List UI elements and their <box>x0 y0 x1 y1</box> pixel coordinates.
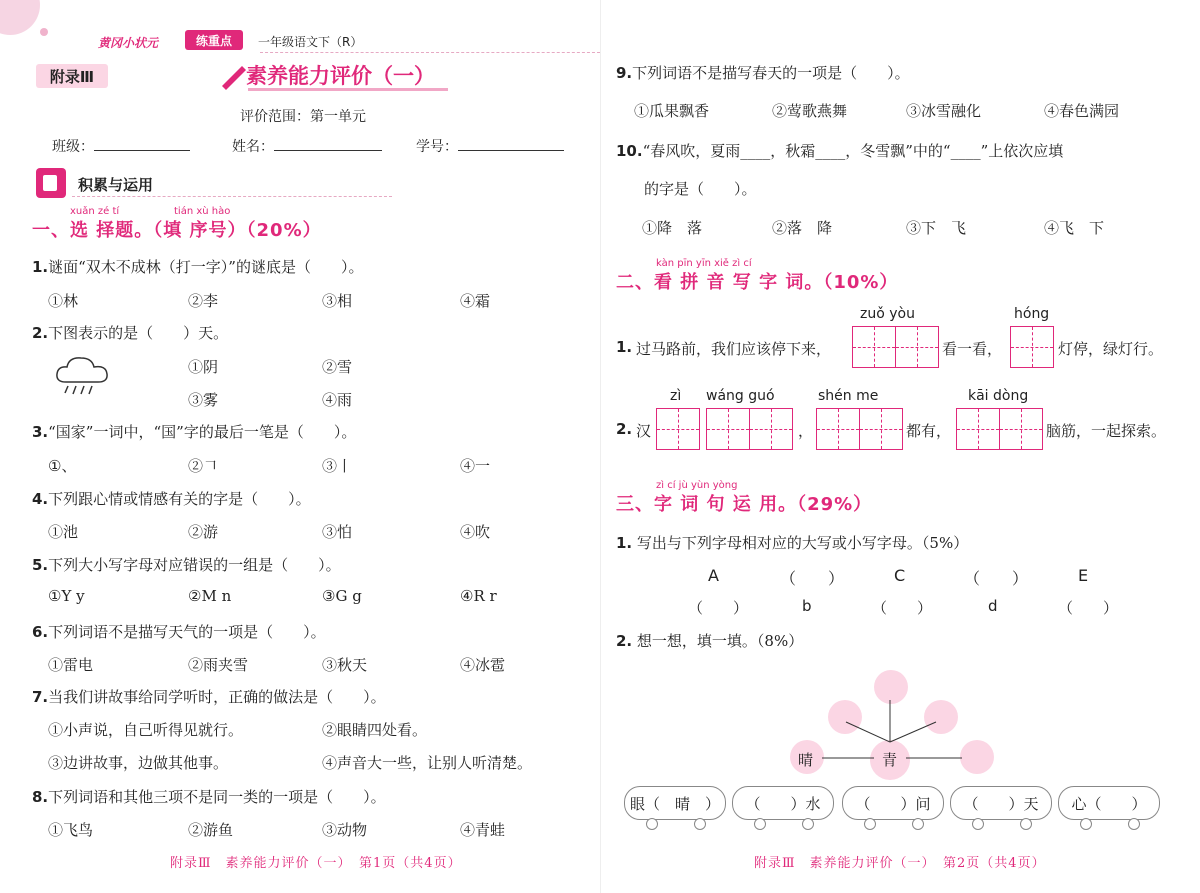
part2-q2-text-b: ， <box>798 422 814 440</box>
question-number: 3. <box>32 423 49 441</box>
letter-cell: A <box>708 566 719 585</box>
question-number: 10. <box>616 142 643 160</box>
part1-pinyin-1: xuǎn zé tí <box>70 206 120 217</box>
word-fill-pill[interactable]: （ ）天 <box>950 786 1052 820</box>
footer-left: 附录Ⅲ 素养能力评价（一） 第1页（共4页） <box>170 856 462 871</box>
appendix-badge: 附录Ⅲ <box>36 64 108 88</box>
option: ③怕 <box>322 523 353 541</box>
page-title: 素养能力评价（一） <box>246 64 435 88</box>
option: ④R r <box>460 587 497 605</box>
scope-text: 评价范围：第一单元 <box>240 109 366 125</box>
option: ④一 <box>460 457 491 475</box>
option: ③相 <box>322 292 353 310</box>
option: ③动物 <box>322 821 368 839</box>
question-number: 5. <box>32 556 49 574</box>
option: ③丨 <box>322 457 353 475</box>
q2-pinyin-wangguo: wáng guó <box>706 388 775 404</box>
pill-foot-decoration <box>864 818 876 830</box>
q2-pinyin-kaidong: kāi dòng <box>968 388 1029 404</box>
option: ①瓜果飘香 <box>634 102 710 120</box>
diagram-word-qing-sun: 晴 <box>798 751 814 769</box>
option: ④冰雹 <box>460 656 506 674</box>
part2-q1-text-c: 灯停，绿灯行。 <box>1058 340 1164 358</box>
option: ④雨 <box>322 391 353 409</box>
part2-title: 二、看 拼 音 写 字 词。（10%） <box>616 272 899 293</box>
brand-logo: 黄冈小状元 <box>98 36 159 50</box>
focus-badge: 练重点 <box>185 30 243 50</box>
word-fill-pill[interactable]: （ ）水 <box>732 786 834 820</box>
class-field[interactable]: 班级： <box>52 136 190 156</box>
letter-cell: （ ） <box>872 599 933 617</box>
letter-cell: （ ） <box>964 569 1029 588</box>
part3-title: 三、字 词 句 运 用。（29%） <box>616 494 873 515</box>
option: ①池 <box>48 523 79 541</box>
letter-cell: （ ） <box>688 599 749 617</box>
option: ①Y y <box>48 587 85 605</box>
part3-pinyin: zì cí jù yùn yòng <box>656 480 738 491</box>
part2-q2-text-a: 汉 <box>636 422 652 440</box>
q1-pinyin-hong: hóng <box>1014 306 1050 322</box>
option: ②眼睛四处看。 <box>322 721 428 739</box>
option: ②𠃍 <box>188 457 219 475</box>
q2-pinyin-shenme: shén me <box>818 388 879 404</box>
question-number: 7. <box>32 688 49 706</box>
option: ①小声说，自己听得见就行。 <box>48 721 244 739</box>
question-number: 8. <box>32 788 49 806</box>
option: ③冰雪融化 <box>906 102 982 120</box>
pill-foot-decoration <box>1080 818 1092 830</box>
footer-right: 附录Ⅲ 素养能力评价（一） 第2页（共4页） <box>754 856 1046 871</box>
part2-q2-text-d: 脑筋，一起探索。 <box>1046 422 1167 440</box>
question-text: 谜面“双木不成林（打一字）”的谜底是（ ）。 <box>48 258 364 276</box>
diagram-word-qing-center: 青 <box>882 751 898 769</box>
pill-foot-decoration <box>802 818 814 830</box>
option: ②M n <box>188 587 232 605</box>
part3-q1: 1. 写出与下列字母相对应的大写或小写字母。（5%） <box>616 534 969 552</box>
option: ①飞鸟 <box>48 821 94 839</box>
option: ③秋天 <box>322 656 368 674</box>
word-fill-pill[interactable]: 心（ ） <box>1058 786 1160 820</box>
question-text: 下列词语不是描写天气的一项是（ ）。 <box>48 623 326 641</box>
question-text: 下列词语和其他三项不是同一类的一项是（ ）。 <box>48 788 386 806</box>
pill-foot-decoration <box>754 818 766 830</box>
option: ④吹 <box>460 523 491 541</box>
question-text: 下列大小写字母对应错误的一组是（ ）。 <box>48 556 341 574</box>
pill-foot-decoration <box>912 818 924 830</box>
question-text-continued: 的字是（ ）。 <box>644 180 757 198</box>
option: ①林 <box>48 292 79 310</box>
option: ②李 <box>188 292 219 310</box>
part3-q2: 2. 想一想，填一填。（8%） <box>616 632 804 650</box>
pill-foot-decoration <box>1020 818 1032 830</box>
question-number: 9. <box>616 64 633 82</box>
part2-q2-number: 2. <box>616 420 633 438</box>
option: ④青蛙 <box>460 821 506 839</box>
pill-foot-decoration <box>694 818 706 830</box>
name-field[interactable]: 姓名： <box>232 136 382 156</box>
question-text: 当我们讲故事给同学听时，正确的做法是（ ）。 <box>48 688 386 706</box>
option: ③雾 <box>188 391 219 409</box>
section-tag-label: 积累与运用 <box>78 176 154 194</box>
question-text: 下列跟心情或情感有关的字是（ ）。 <box>48 490 311 508</box>
option: ②落 降 <box>772 219 833 237</box>
word-fill-pill[interactable]: （ ）问 <box>842 786 944 820</box>
q2-pinyin-zi: zì <box>670 388 682 404</box>
option: ④飞 下 <box>1044 219 1105 237</box>
id-field[interactable]: 学号： <box>416 136 564 156</box>
question-number: 4. <box>32 490 49 508</box>
option: ③下 飞 <box>906 219 967 237</box>
pill-foot-decoration <box>646 818 658 830</box>
grade-label: 一年级语文下（R） <box>258 35 363 49</box>
question-text: 下图表示的是（ ）天。 <box>48 324 229 342</box>
letter-cell: （ ） <box>1058 599 1119 617</box>
part2-q1-text-a: 过马路前，我们应该停下来， <box>636 340 832 358</box>
option: ②雪 <box>322 358 353 376</box>
option: ①降 落 <box>642 219 703 237</box>
option: ①、 <box>48 457 77 475</box>
letter-cell: b <box>802 597 812 615</box>
question-number: 6. <box>32 623 49 641</box>
question-text: “国家”一词中，“国”字的最后一笔是（ ）。 <box>48 423 357 441</box>
option: ③边讲故事，边做其他事。 <box>48 754 229 772</box>
part2-q1-number: 1. <box>616 338 633 356</box>
letter-cell: C <box>894 566 906 585</box>
option: ②游鱼 <box>188 821 234 839</box>
part2-q1-text-b: 看一看， <box>942 340 1003 358</box>
part2-pinyin: kàn pīn yīn xiě zì cí <box>656 258 752 269</box>
option: ②游 <box>188 523 219 541</box>
letter-cell: d <box>988 597 998 615</box>
question-number: 1. <box>32 258 49 276</box>
letter-cell: E <box>1078 566 1089 585</box>
option: ②莺歌燕舞 <box>772 102 848 120</box>
option: ④霜 <box>460 292 491 310</box>
part1-pinyin-2: tián xù hào <box>174 206 231 217</box>
q1-pinyin-zuoyou: zuǒ yòu <box>860 306 915 322</box>
question-number: 2. <box>32 324 49 342</box>
option: ④声音大一些，让别人听清楚。 <box>322 754 533 772</box>
option: ①阴 <box>188 358 219 376</box>
pill-foot-decoration <box>1128 818 1140 830</box>
option: ③G g <box>322 587 362 605</box>
option: ④春色满园 <box>1044 102 1120 120</box>
question-text: 下列词语不是描写春天的一项是（ ）。 <box>632 64 910 82</box>
letter-cell: （ ） <box>780 569 845 588</box>
part1-title: 一、选 择题。（填 序号）（20%） <box>32 220 322 241</box>
pill-foot-decoration <box>972 818 984 830</box>
question-text: “春风吹，夏雨____，秋霜____，冬雪飘”中的“____”上依次应填 <box>642 142 1064 160</box>
option: ②雨夹雪 <box>188 656 249 674</box>
part2-q2-text-c: 都有， <box>906 422 952 440</box>
option: ①雷电 <box>48 656 94 674</box>
word-fill-pill[interactable]: 眼（ 晴 ） <box>624 786 726 820</box>
